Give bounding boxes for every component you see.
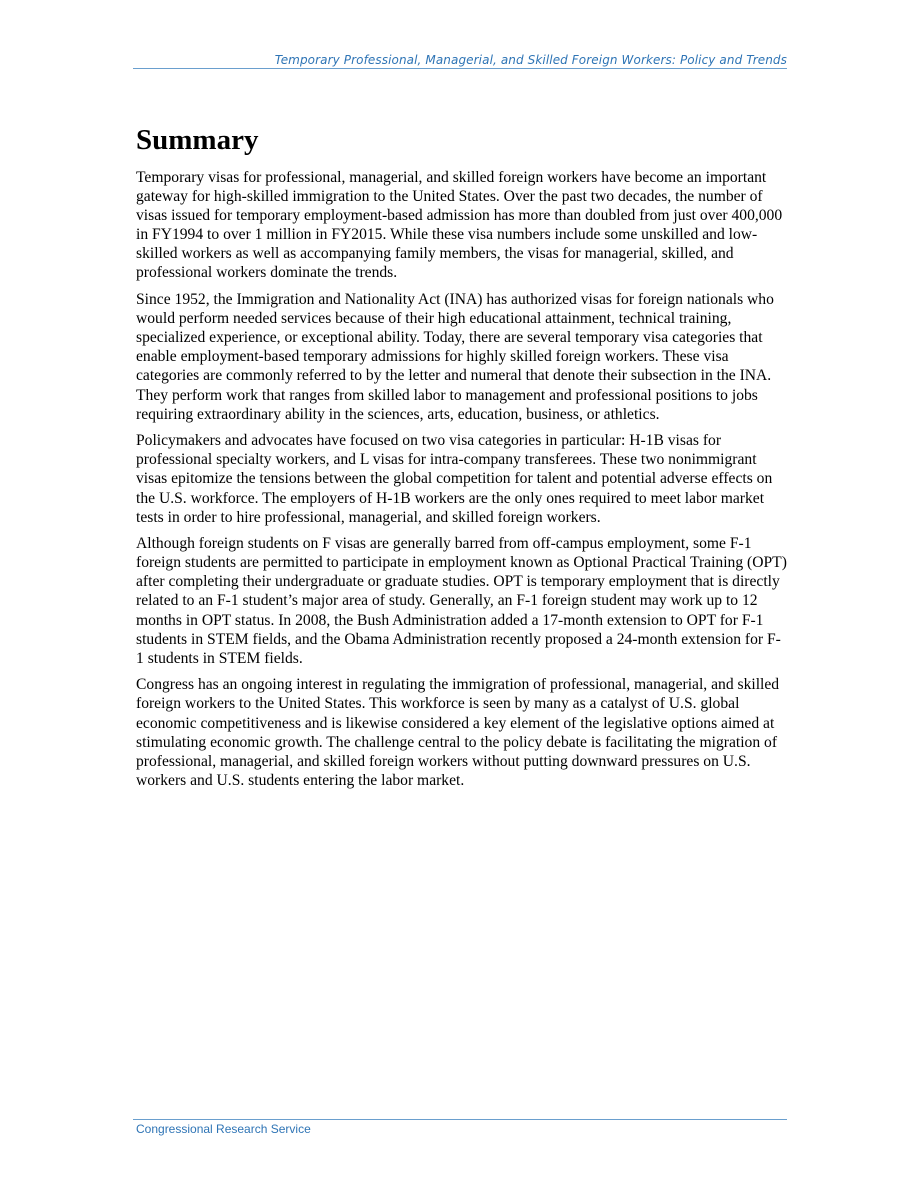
summary-body [136, 168, 788, 797]
section-heading: Summary [136, 124, 259, 156]
running-header-title: Temporary Professional, Managerial, and Skilled Foreign Workers: Policy and Trends [274, 53, 787, 67]
summary-paragraph: Policymakers and advocates have focused on two visa categories in particular: H-1B visas for professional specialty workers, and L visas for intra-company transferees. These two nonimmigrant visas epitomize the tensions between the global competition for talent and potential adverse effects on the U.S. workforce. The employers of H-1B workers are the only ones required to meet labor market tests in order to hire professional, managerial, and skilled foreign workers. [136, 432, 773, 526]
summary-paragraph: Congress has an ongoing interest in regulating the immigration of professional, managerial, and skilled foreign workers to the United States. This workforce is seen by many as a catalyst of U.S. global economic competitiveness and is likewise considered a key element of the legislative options aimed at stimulating economic growth. The challenge central to the policy debate is facilitating the migration of professional, managerial, and skilled foreign workers without putting downward pressures on U.S. workers and U.S. students entering the labor market. [136, 676, 780, 789]
summary-paragraph: Although foreign students on F visas are generally barred from off-campus employment, some F-1 foreign students are permitted to participate in employment known as Optional Practical Training (OPT) after completing their undergraduate or graduate studies. OPT is temporary employment that is directly related to an F-1 student’s major area of study. Generally, an F-1 foreign student may work up to 12 months in OPT status. In 2008, the Bush Administration added a 17-month extension to OPT for F-1 students in STEM fields, and the Obama Administration recently proposed a 24-month extension for F-1 students in STEM fields. [136, 535, 787, 667]
summary-paragraph: Temporary visas for professional, managerial, and skilled foreign workers have become an important gateway for high-skilled immigration to the United States. Over the past two decades, the number of visas issued for temporary employment-based admission has more than doubled from just over 400,000 in FY1994 to over 1 million in FY2015. While these visa numbers include some unskilled and low-skilled workers as well as accompanying family members, the visas for managerial, skilled, and professional workers dominate the trends. [136, 169, 783, 282]
footer-divider [133, 1119, 787, 1120]
summary-paragraph: Since 1952, the Immigration and Nationality Act (INA) has authorized visas for foreign nationals who would perform needed services because of their high educational attainment, technical training, specialized experience, or exceptional ability. Today, there are several temporary visa categories that enable employment-based temporary admissions for highly skilled foreign workers. These visa categories are commonly referred to by the letter and numeral that denote their subsection in the INA. They perform work that ranges from skilled labor to management and professional positions to jobs requiring extraordinary ability in the sciences, arts, education, business, or athletics. [136, 291, 774, 423]
header-divider [133, 68, 787, 69]
footer-organization: Congressional Research Service [136, 1122, 311, 1136]
